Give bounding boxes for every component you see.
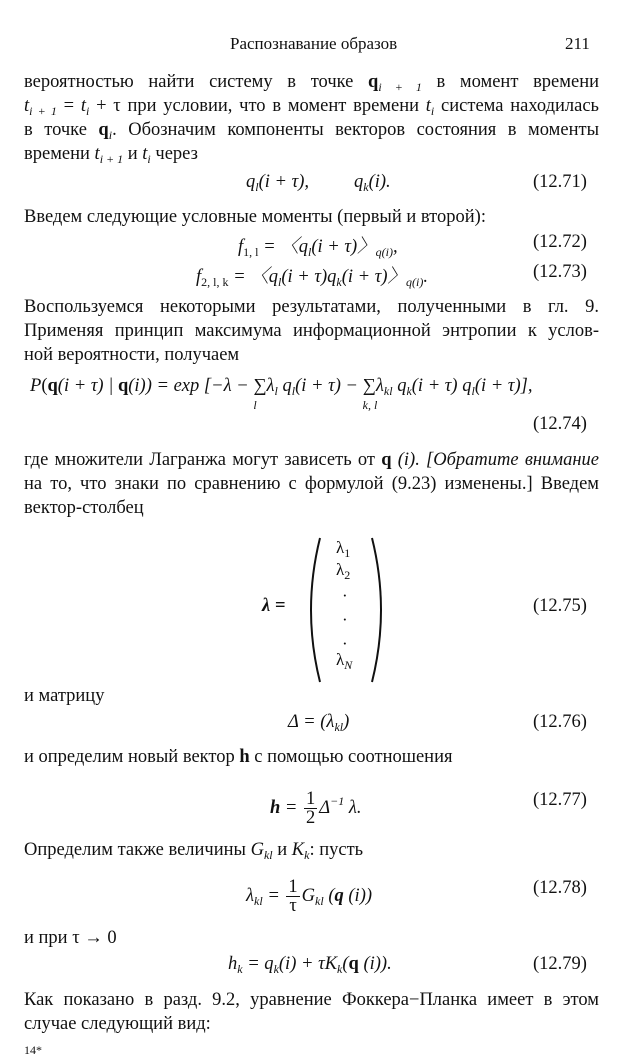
- paragraph-7-line-1: Определим также величины $G_{kl}$ и $K_k$: пусть: [24, 840, 364, 862]
- fraction-one-half: $\frac{1}{2}$: [306, 789, 316, 828]
- equation-number: (12.76): [533, 712, 587, 732]
- column-vector: [306, 536, 386, 684]
- running-title: Распознавание образов: [230, 34, 398, 53]
- paragraph-4-line-3: вектор-столбец: [24, 498, 144, 518]
- equation-number: (12.74): [533, 414, 587, 434]
- paragraph-1-line-3: в точке $q_i$. Обозначим компоненты векторов состояния в моменты: [24, 120, 599, 142]
- equation-12-77: [0, 782, 620, 826]
- paragraph-4-line-2: на то, что знаки по сравнению с формулой (9.23) изменены.] Введем: [24, 474, 599, 494]
- equation-12-72: [0, 232, 620, 258]
- equation-12-78: [0, 870, 620, 914]
- equation-12-78-body: $\lambda_{kl}$ = $\frac{1}{\tau}$ $G_{kl}$ (q (i)): [246, 877, 373, 916]
- vector-entry-1: $\lambda_1$: [336, 538, 351, 560]
- paragraph-7: [24, 838, 599, 862]
- equation-12-77-body: h = $\frac{1}{2}$ $\Delta^{-1}$ λ.: [270, 789, 362, 828]
- vector-entry-2: $\lambda_2$: [336, 560, 351, 582]
- equation-12-74-body: P(q(i + τ) | q(i)) = exp [−λ − ∑ l $\lambda_l$ $q_l(i + \tau)$ − ∑ k, l $\lambda_{kl}$ $q_k(i + \tau) q_l(i + \tau)$],: [30, 376, 533, 412]
- equation-12-75-lhs: λ =: [262, 596, 286, 616]
- vector-ellipsis-1: ·: [342, 586, 348, 605]
- equation-number: (12.79): [533, 954, 587, 974]
- equation-12-74: [0, 376, 620, 436]
- equation-12-71-body-2: $q_k(i)$.: [354, 172, 391, 194]
- equation-number: (12.77): [533, 790, 587, 810]
- equation-number: (12.78): [533, 878, 587, 898]
- paragraph-4: [24, 448, 599, 520]
- equation-number: (12.72): [533, 232, 587, 252]
- paragraph-5-line-1: и матрицу: [24, 686, 105, 706]
- vector-entry-n: $\lambda_N$: [336, 650, 353, 672]
- paragraph-9-line-1: Как показано в разд. 9.2, уравнение Фоккера−Планка имеет в этом: [24, 990, 599, 1010]
- equation-12-76: [0, 712, 620, 738]
- paragraph-3-line-3: ной вероятности, получаем: [24, 345, 240, 365]
- equation-12-73: [0, 262, 620, 288]
- paragraph-1-line-4: времени $t_{i + 1}$ и $t_i$ через: [24, 144, 198, 166]
- paragraph-9-line-2: случае следующий вид:: [24, 1014, 211, 1034]
- paragraph-5: [24, 684, 599, 708]
- paragraph-3-line-1: Воспользуемся некоторыми результатами, полученными в гл. 9.: [24, 297, 599, 317]
- paragraph-3: [24, 295, 599, 367]
- paragraph-1: [24, 70, 599, 166]
- paragraph-3-line-2: Применяя принцип максимума информационной энтропии к услов-: [24, 321, 599, 341]
- equation-12-76-body: $\Delta = (\lambda_{kl})$: [288, 712, 350, 734]
- paragraph-2: [24, 205, 599, 229]
- paragraph-6-line-1: и определим новый вектор h с помощью соотношения: [24, 747, 453, 767]
- paragraph-8: [24, 926, 599, 950]
- page-number: 211: [565, 34, 590, 53]
- paragraph-1-line-1: вероятностью найти систему в точке $q_{i + 1}$ в момент времени: [24, 72, 599, 94]
- equation-12-71-body: $q_l(i + \tau)$,: [246, 172, 310, 194]
- equation-number: (12.71): [533, 172, 587, 192]
- equation-12-79: [0, 954, 620, 980]
- paragraph-9: [24, 988, 599, 1036]
- equation-12-71: [0, 172, 620, 198]
- paragraph-2-line-1: Введем следующие условные моменты (первый и второй):: [24, 207, 486, 227]
- equation-number: (12.75): [533, 596, 587, 616]
- vector-ellipsis-2: ·: [342, 610, 348, 629]
- paragraph-4-line-1: где множители Лагранжа могут зависеть от q (i). [Обратите внимание: [24, 450, 599, 470]
- paragraph-8-line-1: и при τ → 0: [24, 928, 117, 948]
- equation-12-72-body: $f_{1, l}$ = 〈$q_l(i + \tau)$〉$_{q(i)}$,: [238, 237, 398, 259]
- equation-12-73-body: $f_{2, l, k}$ = 〈$q_l(i + \tau)q_k(i + \tau)$〉$_{q(i)}$.: [196, 267, 428, 289]
- signature-mark: 14*: [24, 1043, 42, 1057]
- equation-12-79-body: $h_k = q_k(i) + \tau K_k(q$ (i)).: [228, 954, 392, 976]
- vector-ellipsis-3: ·: [342, 634, 348, 653]
- paragraph-1-line-2: $t_{i + 1} = t_i + \tau$ при условии, что в момент времени $t_i$ система находилась: [24, 96, 599, 118]
- paragraph-6: [24, 745, 599, 769]
- fraction-one-over-tau: $\frac{1}{\tau}$: [288, 877, 298, 916]
- running-header: [0, 34, 620, 58]
- equation-number: (12.73): [533, 262, 587, 282]
